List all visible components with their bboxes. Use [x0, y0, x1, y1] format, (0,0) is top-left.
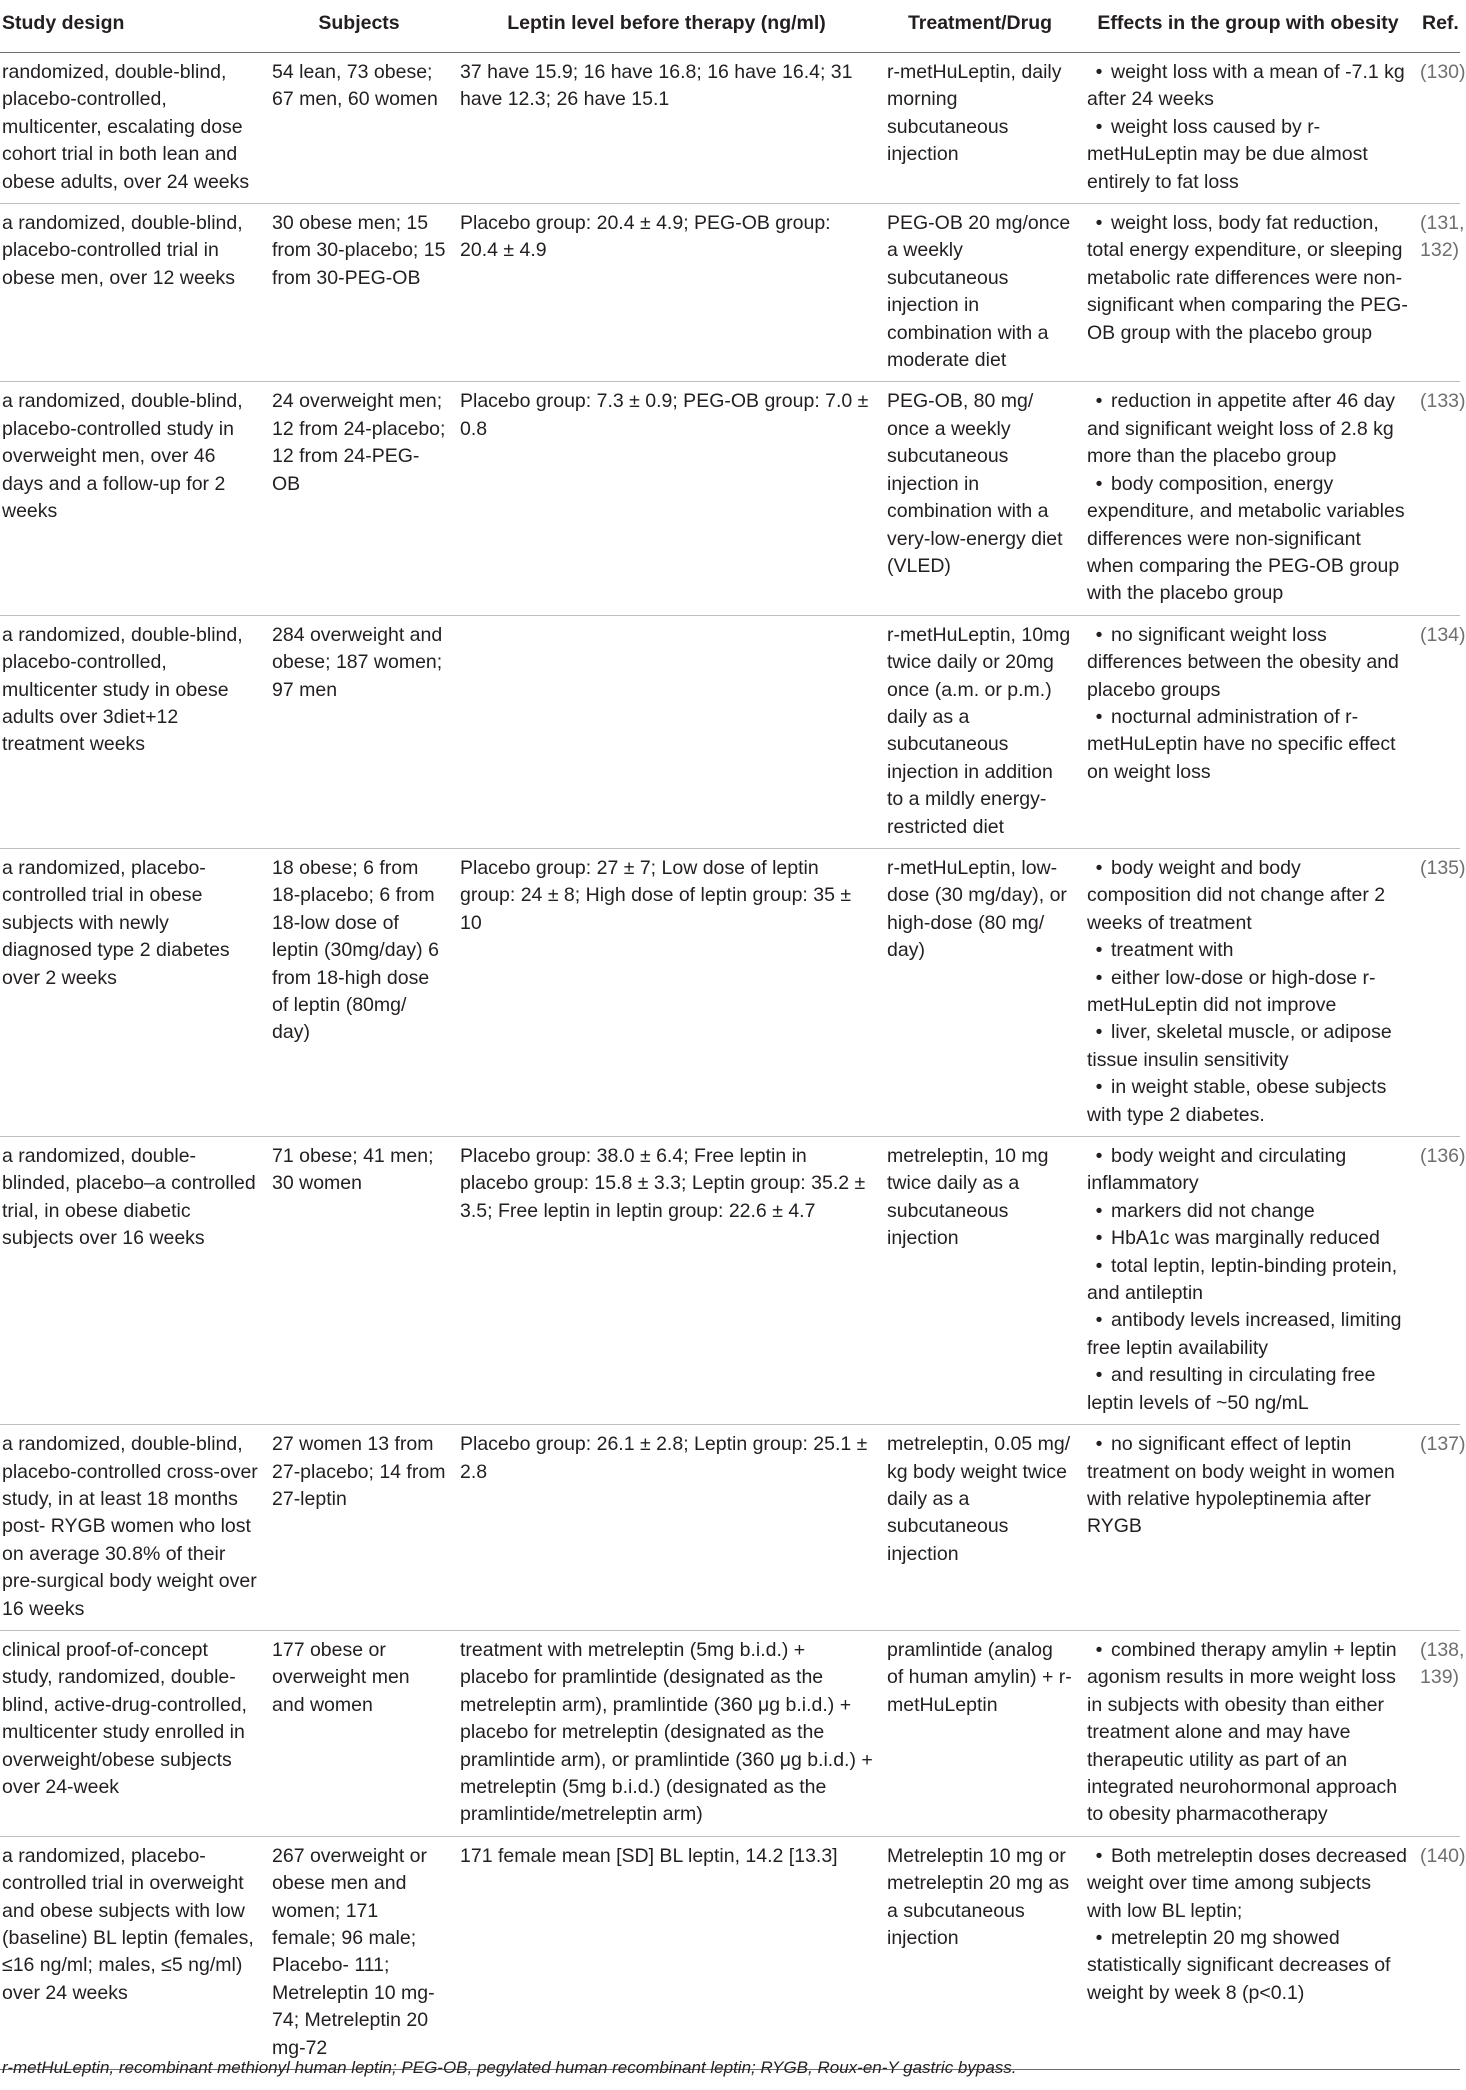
effect-bullet-item	[1087, 1019, 1409, 1074]
cell-subjects: 24 overweight men; 12 from 24-placebo; 12 from 24-PEG-OB	[265, 382, 453, 615]
header-effects: Effects in the group with obesity	[1080, 8, 1416, 53]
cell-treatment: metreleptin, 0.05 mg/ kg body weight twice daily as a subcutaneous injection	[880, 1425, 1080, 1631]
effect-bullet-item	[1087, 937, 1409, 964]
cell-treatment: Metreleptin 10 mg or metreleptin 20 mg as a subcutaneous injection	[880, 1836, 1080, 2069]
cell-treatment: r-metHuLeptin, daily morning subcutaneous injection	[880, 53, 1080, 204]
table-row	[0, 615, 1460, 848]
effect-bullet-item	[1087, 1143, 1409, 1198]
effect-text: liver, skeletal muscle, or adipose tissue insulin sensitivity	[1087, 1021, 1392, 1071]
effect-text: metreleptin 20 mg showed statistically significant decreases of weight by week 8 (p<0.1)	[1087, 1927, 1391, 2004]
cell-treatment: metreleptin, 10 mg twice daily as a subcutaneous injection	[880, 1137, 1080, 1425]
cell-effects	[1080, 1836, 1416, 2069]
table-row	[0, 848, 1460, 1136]
cell-leptin-level: Placebo group: 27 ± 7; Low dose of leptin group: 24 ± 8; High dose of leptin group: 35 ± 10	[453, 848, 880, 1136]
effect-text: body composition, energy expenditure, and metabolic variables differences were non-significant when comparing the PEG-OB group with the placebo group	[1087, 472, 1405, 605]
effect-bullet-item	[1087, 471, 1409, 608]
bullet-icon: •	[1095, 1199, 1103, 1222]
leptin-trials-table	[0, 8, 1466, 2070]
bullet-icon: •	[1095, 61, 1103, 83]
table-row	[0, 1425, 1460, 1631]
effect-text: and resulting in circulating free leptin levels of ~50 ng/mL	[1087, 1364, 1376, 1414]
bullet-icon: •	[1095, 705, 1103, 728]
bullet-icon: •	[1095, 1364, 1103, 1387]
effect-bullet-item	[1087, 855, 1409, 937]
cell-subjects: 177 obese or overweight men and women	[265, 1630, 453, 1836]
cell-study-design: randomized, double-blind, placebo-controlled, multicenter, escalating dose cohort trial in both lean and obese adults, over 24 weeks	[0, 53, 265, 204]
effect-text: weight loss, body fat reduction, total energy expenditure, or sleeping metabolic rate differences were non-significant when comparing the PEG-OB group with the placebo group	[1087, 212, 1408, 344]
bullet-icon: •	[1095, 212, 1103, 235]
effect-text: no significant weight loss differences between the obesity and placebo groups	[1087, 623, 1399, 701]
effect-text: markers did not change	[1111, 1199, 1315, 1222]
cell-leptin-level: Placebo group: 7.3 ± 0.9; PEG-OB group: 7.0 ± 0.8	[453, 382, 880, 615]
bullet-icon: •	[1095, 966, 1103, 989]
cell-effects	[1080, 53, 1416, 204]
cell-study-design: a randomized, double-blind, placebo-controlled trial in obese men, over 12 weeks	[0, 204, 265, 382]
table-body	[0, 53, 1466, 2070]
header-subjects: Subjects	[265, 8, 453, 53]
cell-leptin-level: Placebo group: 38.0 ± 6.4; Free leptin in placebo group: 15.8 ± 3.3; Leptin group: 35.2 ± 3.5; Free leptin in leptin group: 22.6 ± 4.7	[453, 1137, 880, 1425]
effect-text: weight loss with a mean of -7.1 kg after 24 weeks	[1087, 61, 1405, 111]
cell-reference-link[interactable]: (130)	[1416, 53, 1460, 204]
cell-study-design: a randomized, double-blinded, placebo–a controlled trial, in obese diabetic subjects over 16 weeks	[0, 1137, 265, 1425]
cell-subjects: 30 obese men; 15 from 30-placebo; 15 from 30-PEG-OB	[265, 204, 453, 382]
effect-text: no significant effect of leptin treatment on body weight in women with relative hypoleptinemia after RYGB	[1087, 1433, 1395, 1538]
effect-bullet-item	[1087, 1843, 1409, 1925]
effect-bullet-item	[1087, 1431, 1409, 1541]
bullet-icon: •	[1095, 472, 1103, 495]
bullet-icon: •	[1095, 1927, 1103, 1949]
cell-reference-link[interactable]: (131, 132)	[1416, 204, 1460, 382]
effect-text: reduction in appetite after 46 day and significant weight loss of 2.8 kg more than the placebo group	[1087, 390, 1396, 468]
cell-study-design: clinical proof-of-concept study, randomized, double-blind, active-drug-controlled, multicenter study enrolled in overweight/obese subjects over 24-week	[0, 1630, 265, 1836]
table-footnote: r-metHuLeptin, recombinant methionyl human leptin; PEG-OB, pegylated human recombinant leptin; RYGB, Roux-en-Y gastric bypass.	[2, 2058, 1017, 2077]
cell-effects	[1080, 1137, 1416, 1425]
table-row	[0, 1836, 1460, 2069]
bullet-icon: •	[1095, 856, 1103, 879]
cell-study-design: a randomized, placebo-controlled trial in overweight and obese subjects with low (baseline) BL leptin (females, ≤16 ng/ml; males, ≤5 ng/ml) over 24 weeks	[0, 1836, 265, 2069]
effect-bullet-item	[1087, 114, 1409, 196]
cell-leptin-level: Placebo group: 26.1 ± 2.8; Leptin group: 25.1 ± 2.8	[453, 1425, 880, 1631]
cell-subjects: 18 obese; 6 from 18-placebo; 6 from 18-low dose of leptin (30mg/day) 6 from 18-high dose of leptin (80mg/ day)	[265, 848, 453, 1136]
cell-reference-link[interactable]: (137)	[1416, 1425, 1460, 1631]
bullet-icon: •	[1095, 1309, 1103, 1332]
table-row	[0, 1630, 1460, 1836]
cell-subjects: 54 lean, 73 obese; 67 men, 60 women	[265, 53, 453, 204]
cell-study-design: a randomized, placebo-controlled trial in obese subjects with newly diagnosed type 2 diabetes over 2 weeks	[0, 848, 265, 1136]
effect-text: body weight and circulating inflammatory	[1087, 1145, 1347, 1195]
bullet-icon: •	[1095, 623, 1103, 646]
cell-study-design: a randomized, double-blind, placebo-controlled, multicenter study in obese adults over 3diet+12 treatment weeks	[0, 615, 265, 848]
effect-bullet-item	[1087, 210, 1409, 347]
effect-text: either low-dose or high-dose r-metHuLeptin did not improve	[1087, 966, 1376, 1016]
effect-bullet-item	[1087, 1925, 1409, 2007]
cell-treatment: r-metHuLeptin, 10mg twice daily or 20mg once (a.m. or p.m.) daily as a subcutaneous injection in addition to a mildly energy-restricted diet	[880, 615, 1080, 848]
header-study-design: Study design	[0, 8, 265, 53]
effect-text: body weight and body composition did not change after 2 weeks of treatment	[1087, 856, 1386, 934]
effect-text: combined therapy amylin + leptin agonism results in more weight loss in subjects with obesity than either treatment alone and may have therapeutic utility as part of an integrated neurohormonal approach to obesity pharmacotherapy	[1087, 1638, 1398, 1826]
bullet-icon: •	[1095, 1433, 1103, 1456]
table-row	[0, 53, 1460, 204]
header-ref: Ref.	[1416, 8, 1460, 53]
cell-leptin-level: 171 female mean [SD] BL leptin, 14.2 [13.3]	[453, 1836, 880, 2069]
effect-bullet-item	[1087, 704, 1409, 786]
bullet-icon: •	[1095, 1021, 1103, 1044]
cell-leptin-level: treatment with metreleptin (5mg b.i.d.) + placebo for pramlintide (designated as the metreleptin arm), pramlintide (360 μg b.i.d.) + placebo for metreleptin (designated as the pramlintide arm), or pramlintide (360 μg b.i.d.) + metreleptin (5mg b.i.d.) (designated as the pramlintide/metreleptin arm)	[453, 1630, 880, 1836]
bullet-icon: •	[1095, 1638, 1103, 1661]
bullet-icon: •	[1095, 1844, 1103, 1867]
cell-treatment: r-metHuLeptin, low-dose (30 mg/day), or high-dose (80 mg/ day)	[880, 848, 1080, 1136]
cell-leptin-level	[453, 615, 880, 848]
cell-reference-link[interactable]: (136)	[1416, 1137, 1460, 1425]
cell-subjects: 267 overweight or obese men and women; 171 female; 96 male; Placebo- 111; Metreleptin 10 mg-74; Metreleptin 20 mg-72	[265, 1836, 453, 2069]
bullet-icon: •	[1095, 390, 1103, 413]
table-row	[0, 382, 1460, 615]
cell-reference-link[interactable]: (140)	[1416, 1836, 1460, 2069]
cell-effects	[1080, 382, 1416, 615]
cell-effects	[1080, 615, 1416, 848]
effect-text: nocturnal administration of r-metHuLeptin have no specific effect on weight loss	[1087, 705, 1396, 783]
effect-text: Both metreleptin doses decreased weight over time among subjects with low BL leptin;	[1087, 1844, 1407, 1922]
cell-effects	[1080, 204, 1416, 382]
bullet-icon: •	[1095, 115, 1103, 138]
effect-text: HbA1c was marginally reduced	[1111, 1227, 1380, 1250]
cell-treatment: pramlintide (analog of human amylin) + r-metHuLeptin	[880, 1630, 1080, 1836]
cell-effects	[1080, 848, 1416, 1136]
cell-effects	[1080, 1630, 1416, 1836]
table-header	[0, 8, 1460, 53]
cell-leptin-level: 37 have 15.9; 16 have 16.8; 16 have 16.4; 31 have 12.3; 26 have 15.1	[453, 53, 880, 204]
cell-study-design: a randomized, double-blind, placebo-controlled cross-over study, in at least 18 months post- RYGB women who lost on average 30.8% of their pre-surgical body weight over 16 weeks	[0, 1425, 265, 1631]
cell-reference-link[interactable]: (133)	[1416, 382, 1460, 615]
cell-treatment: PEG-OB 20 mg/once a weekly subcutaneous injection in combination with a moderate diet	[880, 204, 1080, 382]
cell-reference-link[interactable]: (134)	[1416, 615, 1460, 848]
cell-subjects: 284 overweight and obese; 187 women; 97 men	[265, 615, 453, 848]
effect-bullet-item	[1087, 1307, 1409, 1362]
header-treatment: Treatment/Drug	[880, 8, 1080, 53]
cell-subjects: 27 women 13 from 27-placebo; 14 from 27-leptin	[265, 1425, 453, 1631]
effect-bullet-item	[1087, 965, 1409, 1020]
bullet-icon: •	[1095, 1227, 1103, 1250]
cell-treatment: PEG-OB, 80 mg/ once a weekly subcutaneous injection in combination with a very-low-energy diet (VLED)	[880, 382, 1080, 615]
effect-bullet-item	[1087, 388, 1409, 470]
effect-bullet-item	[1087, 1074, 1409, 1129]
cell-reference-link[interactable]: (138, 139)	[1416, 1630, 1460, 1836]
effect-bullet-item	[1087, 622, 1409, 704]
cell-study-design: a randomized, double-blind, placebo-controlled study in overweight men, over 46 days and a follow-up for 2 weeks	[0, 382, 265, 615]
header-leptin-level: Leptin level before therapy (ng/ml)	[453, 8, 880, 53]
table-row	[0, 204, 1460, 382]
bullet-icon: •	[1095, 1254, 1103, 1277]
effect-bullet-item	[1087, 1225, 1409, 1252]
bullet-icon: •	[1095, 939, 1103, 962]
bullet-icon: •	[1095, 1145, 1103, 1168]
effect-bullet-item	[1087, 1253, 1409, 1308]
cell-subjects: 71 obese; 41 men; 30 women	[265, 1137, 453, 1425]
header-row	[0, 8, 1460, 53]
bullet-icon: •	[1095, 1076, 1103, 1099]
effect-text: antibody levels increased, limiting free leptin availability	[1087, 1309, 1402, 1359]
cell-effects	[1080, 1425, 1416, 1631]
effect-bullet-item	[1087, 1362, 1409, 1417]
effect-text: total leptin, leptin-binding protein, and antileptin	[1087, 1254, 1398, 1305]
effect-text: in weight stable, obese subjects with type 2 diabetes.	[1087, 1076, 1387, 1126]
cell-leptin-level: Placebo group: 20.4 ± 4.9; PEG-OB group: 20.4 ± 4.9	[453, 204, 880, 382]
table-row	[0, 1137, 1460, 1425]
cell-reference-link[interactable]: (135)	[1416, 848, 1460, 1136]
effect-bullet-item	[1087, 59, 1409, 114]
effect-text: weight loss caused by r-metHuLeptin may be due almost entirely to fat loss	[1087, 115, 1368, 193]
effect-text: treatment with	[1111, 939, 1234, 962]
effect-bullet-item	[1087, 1198, 1409, 1225]
effect-bullet-item	[1087, 1637, 1409, 1829]
